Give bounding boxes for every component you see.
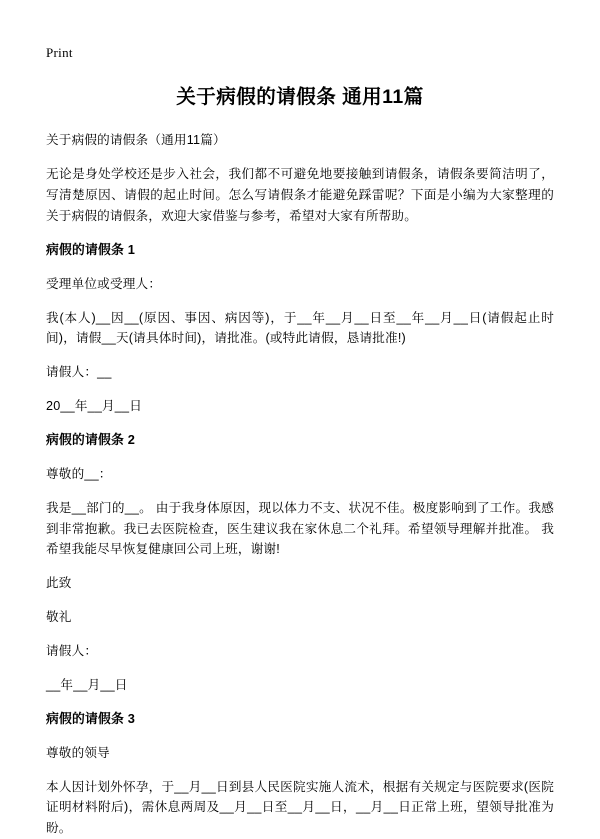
paragraph: 此致 [46, 576, 72, 591]
section-heading: 病假的请假条 1 [46, 241, 136, 257]
paragraph: 关于病假的请假条（通用11篇） [46, 133, 226, 148]
paragraph: __年__月__日 [46, 678, 128, 693]
paragraph: 尊敬的领导 [46, 745, 110, 760]
section-heading: 病假的请假条 2 [46, 432, 136, 448]
print-link[interactable]: Print [46, 45, 73, 60]
paragraph: 我是__部门的__。 由于我身体原因，现以体力不支、状况不佳。极度影响到了工作。我感到非常抱歉。我已去医院检查，医生建议我在家休息二个礼拜。希望领导理解并批准。 我希望我能尽早恢复健康回公司上班，谢谢! [46, 500, 554, 557]
paragraph: 无论是身处学校还是步入社会，我们都不可避免地要接触到请假条，请假条要简洁明了，写清楚原因、请假的起止时间。怎么写请假条才能避免踩雷呢？下面是小编为大家整理的关于病假的请假条，欢迎大家借鉴与参考，希望对大家有所帮助。 [46, 167, 554, 224]
paragraph: 请假人：__ [46, 365, 112, 380]
page-title: 关于病假的请假条 通用11篇 [176, 86, 424, 108]
paragraph: 20__年__月__日 [46, 399, 143, 414]
paragraph: 本人因计划外怀孕，于__月__日到县人民医院实施人流术，根据有关规定与医院要求(医院证明材料附后)，需休息两周及__月__日至__月__日，__月__日正常上班，望领导批准为盼。 [46, 779, 554, 836]
paragraph: 敬礼 [46, 610, 72, 625]
paragraph: 尊敬的__： [46, 466, 112, 481]
paragraph: 受理单位或受理人： [46, 276, 162, 291]
paragraph: 请假人： [46, 644, 98, 659]
paragraph: 我(本人)__因__(原因、事因、病因等)，于__年__月__日至__年__月__日(请假起止时间)，请假__天(请具体时间)，请批准。(或特此请假，恳请批准!) [46, 310, 554, 346]
document-body [46, 130, 554, 839]
section-heading: 病假的请假条 3 [46, 710, 136, 726]
